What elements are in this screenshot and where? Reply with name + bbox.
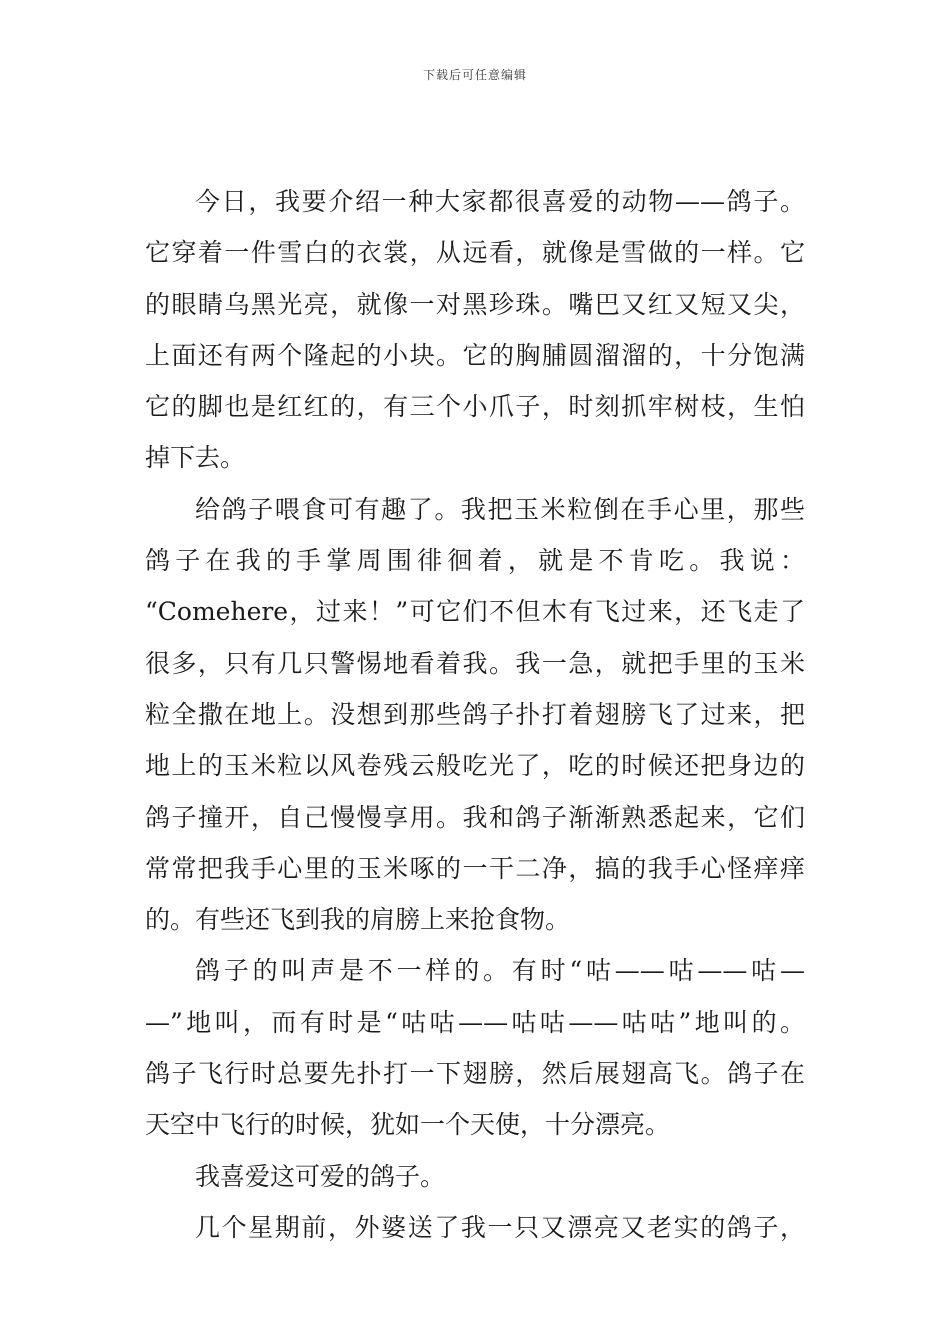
text-line: 掉下去。 bbox=[145, 443, 246, 473]
text-line: —”地叫，而有时是“咕咕——咕咕——咕咕”地叫的。 bbox=[145, 1007, 805, 1037]
text-line: 给鸽子喂食可有趣了。我把玉米粒倒在手心里，那些 bbox=[195, 494, 805, 524]
text-line: 我喜爱这可爱的鸽子。 bbox=[195, 1161, 446, 1191]
text-line: “Comehere，过来！”可它们不但木有飞过来，还飞走了 bbox=[145, 597, 805, 627]
text-line: 上面还有两个隆起的小块。它的胸脯圆溜溜的，十分饱满 bbox=[145, 340, 805, 370]
text-line: 地上的玉米粒以风卷残云般吃光了，吃的时候还把身边的 bbox=[145, 751, 805, 781]
text-line: 很多，只有几只警惕地看着我。我一急，就把手里的玉米 bbox=[145, 648, 805, 678]
text-line: 几个星期前，外婆送了我一只又漂亮又老实的鸽子， bbox=[195, 1212, 805, 1242]
text-line: 鸽子的叫声是不一样的。有时“咕——咕——咕— bbox=[195, 956, 805, 986]
text-line: 它穿着一件雪白的衣裳，从远看，就像是雪做的一样。它 bbox=[145, 238, 805, 268]
text-line: 今日，我要介绍一种大家都很喜爱的动物——鸽子。 bbox=[195, 187, 805, 216]
text-line: 的。有些还飞到我的肩膀上来抢食物。 bbox=[145, 905, 571, 935]
text-line: 它的脚也是红红的，有三个小爪子，时刻抓牢树枝，生怕 bbox=[145, 392, 805, 422]
text-line: 鸽子在我的手掌周围徘徊着，就是不肯吃。我说： bbox=[145, 546, 805, 576]
text-line: 鸽子飞行时总要先扑打一下翅膀，然后展翅高飞。鸽子在 bbox=[145, 1059, 805, 1089]
page-header: 下载后可任意编辑 bbox=[422, 68, 527, 82]
text-line: 的眼睛乌黑光亮，就像一对黑珍珠。嘴巴又红又短又尖， bbox=[145, 289, 805, 319]
text-line: 天空中飞行的时候，犹如一个天使，十分漂亮。 bbox=[145, 1110, 671, 1140]
text-line: 粒全撒在地上。没想到那些鸽子扑打着翅膀飞了过来，把 bbox=[145, 699, 805, 729]
document-body bbox=[145, 176, 805, 1253]
text-line: 鸽子撞开，自己慢慢享用。我和鸽子渐渐熟悉起来，它们 bbox=[145, 802, 805, 832]
text-line: 常常把我手心里的玉米啄的一干二净，搞的我手心怪痒痒 bbox=[145, 853, 805, 883]
